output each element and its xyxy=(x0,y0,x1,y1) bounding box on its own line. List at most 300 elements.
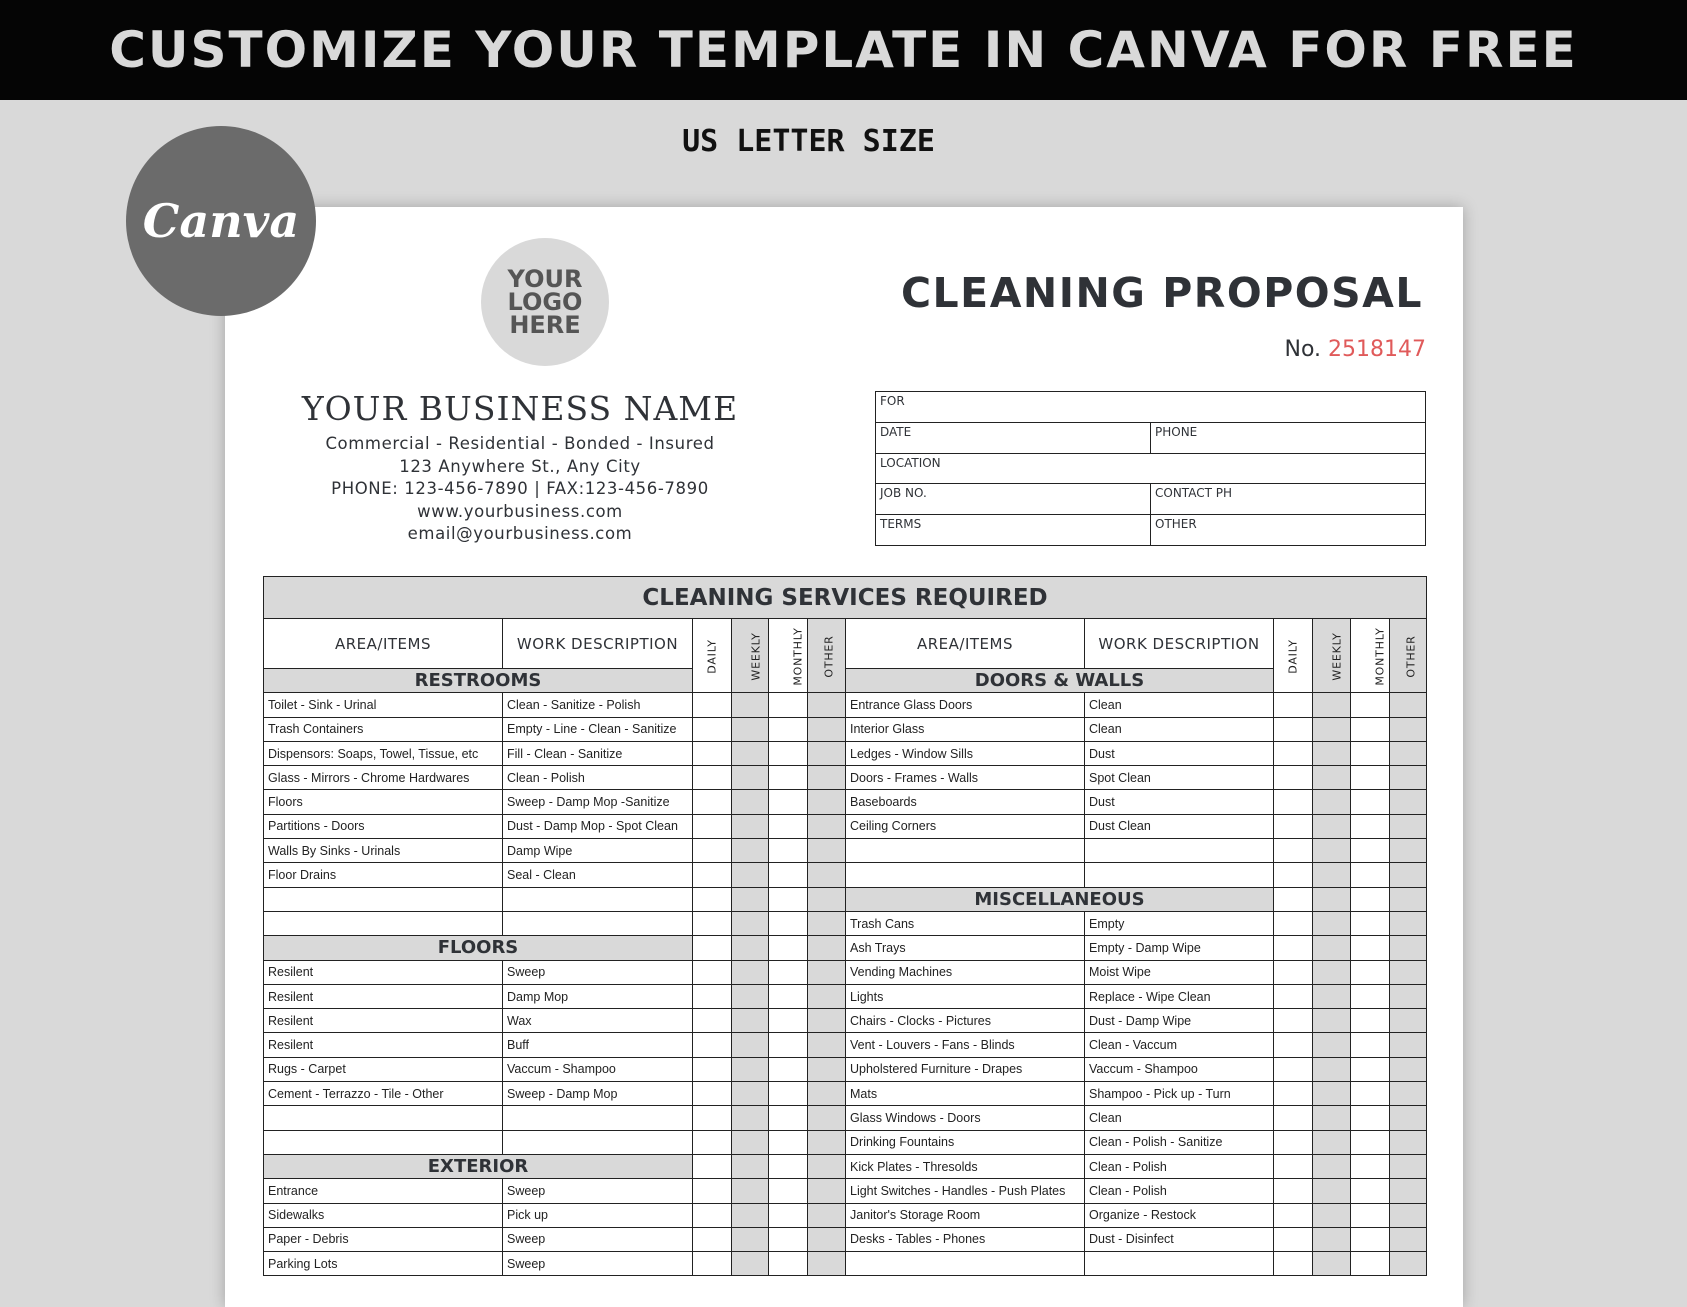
area-item-cell[interactable]: Floors xyxy=(264,790,503,814)
daily-checkbox-cell[interactable] xyxy=(1274,839,1313,863)
monthly-checkbox-cell[interactable] xyxy=(769,1179,808,1203)
area-item-cell[interactable]: Rugs - Carpet xyxy=(264,1057,503,1081)
work-description-cell[interactable]: Sweep xyxy=(503,1252,693,1276)
work-description-cell[interactable]: Fill - Clean - Sanitize xyxy=(503,741,693,765)
daily-checkbox-cell[interactable] xyxy=(693,1082,732,1106)
area-item-cell[interactable]: Entrance xyxy=(264,1179,503,1203)
other-checkbox-cell[interactable] xyxy=(808,1179,846,1203)
weekly-checkbox-cell[interactable] xyxy=(732,1154,769,1178)
work-description-cell[interactable]: Dust Clean xyxy=(1085,814,1274,838)
weekly-checkbox-cell[interactable] xyxy=(1313,1082,1351,1106)
weekly-checkbox-cell[interactable] xyxy=(732,1130,769,1154)
monthly-checkbox-cell[interactable] xyxy=(769,814,808,838)
area-item-cell[interactable]: Entrance Glass Doors xyxy=(846,693,1085,717)
other-checkbox-cell[interactable] xyxy=(1390,960,1427,984)
area-item-cell[interactable]: Mats xyxy=(846,1082,1085,1106)
daily-checkbox-cell[interactable] xyxy=(1274,1227,1313,1251)
work-description-cell[interactable]: Vaccum - Shampoo xyxy=(503,1057,693,1081)
daily-checkbox-cell[interactable] xyxy=(1274,1179,1313,1203)
weekly-checkbox-cell[interactable] xyxy=(732,960,769,984)
work-description-cell[interactable]: Replace - Wipe Clean xyxy=(1085,984,1274,1008)
header-area-right: AREA/ITEMS xyxy=(846,619,1085,669)
area-item-cell[interactable] xyxy=(264,887,503,911)
daily-checkbox-cell[interactable] xyxy=(693,1252,732,1276)
other-checkbox-cell[interactable] xyxy=(1390,1252,1427,1276)
daily-checkbox-cell[interactable] xyxy=(693,839,732,863)
work-description-cell[interactable]: Clean - Polish xyxy=(1085,1179,1274,1203)
weekly-checkbox-cell[interactable] xyxy=(732,1227,769,1251)
weekly-checkbox-cell[interactable] xyxy=(732,863,769,887)
work-description-cell[interactable]: Empty - Damp Wipe xyxy=(1085,936,1274,960)
daily-checkbox-cell[interactable] xyxy=(1274,1154,1313,1178)
other-checkbox-cell[interactable] xyxy=(1390,1179,1427,1203)
area-item-cell[interactable]: Vending Machines xyxy=(846,960,1085,984)
other-checkbox-cell[interactable] xyxy=(808,1130,846,1154)
work-description-cell[interactable]: Sweep xyxy=(503,960,693,984)
monthly-checkbox-cell[interactable] xyxy=(769,741,808,765)
daily-checkbox-cell[interactable] xyxy=(693,741,732,765)
daily-checkbox-cell[interactable] xyxy=(1274,960,1313,984)
monthly-checkbox-cell[interactable] xyxy=(769,1203,808,1227)
area-item-cell[interactable]: Paper - Debris xyxy=(264,1227,503,1251)
area-item-cell[interactable]: Doors - Frames - Walls xyxy=(846,766,1085,790)
daily-checkbox-cell[interactable] xyxy=(1274,936,1313,960)
other-field[interactable]: OTHER xyxy=(1151,515,1426,546)
monthly-checkbox-cell[interactable] xyxy=(1351,911,1390,935)
monthly-checkbox-cell[interactable] xyxy=(1351,887,1390,911)
weekly-checkbox-cell[interactable] xyxy=(732,911,769,935)
area-item-cell[interactable]: Janitor's Storage Room xyxy=(846,1203,1085,1227)
work-description-cell[interactable]: Sweep xyxy=(503,1227,693,1251)
daily-checkbox-cell[interactable] xyxy=(693,790,732,814)
daily-checkbox-cell[interactable] xyxy=(1274,717,1313,741)
monthly-checkbox-cell[interactable] xyxy=(1351,814,1390,838)
daily-checkbox-cell[interactable] xyxy=(693,1179,732,1203)
work-description-cell[interactable]: Damp Mop xyxy=(503,984,693,1008)
weekly-checkbox-cell[interactable] xyxy=(1313,741,1351,765)
daily-checkbox-cell[interactable] xyxy=(693,1009,732,1033)
table-row xyxy=(264,693,1427,717)
other-checkbox-cell[interactable] xyxy=(808,790,846,814)
work-description-cell[interactable]: Sweep xyxy=(503,1179,693,1203)
monthly-checkbox-cell[interactable] xyxy=(769,1057,808,1081)
weekly-checkbox-cell[interactable] xyxy=(732,1057,769,1081)
weekly-checkbox-cell[interactable] xyxy=(732,741,769,765)
weekly-checkbox-cell[interactable] xyxy=(732,790,769,814)
work-description-cell[interactable]: Clean xyxy=(1085,717,1274,741)
area-item-cell[interactable]: Resilent xyxy=(264,984,503,1008)
monthly-checkbox-cell[interactable] xyxy=(769,1106,808,1130)
work-description-cell[interactable]: Clean - Vaccum xyxy=(1085,1033,1274,1057)
weekly-checkbox-cell[interactable] xyxy=(732,1009,769,1033)
daily-checkbox-cell[interactable] xyxy=(1274,1082,1313,1106)
other-checkbox-cell[interactable] xyxy=(1390,1130,1427,1154)
daily-checkbox-cell[interactable] xyxy=(1274,790,1313,814)
area-item-cell[interactable]: Walls By Sinks - Urinals xyxy=(264,839,503,863)
other-checkbox-cell[interactable] xyxy=(808,1203,846,1227)
monthly-checkbox-cell[interactable] xyxy=(1351,1130,1390,1154)
other-checkbox-cell[interactable] xyxy=(1390,911,1427,935)
monthly-checkbox-cell[interactable] xyxy=(769,863,808,887)
work-description-cell[interactable]: Clean - Polish xyxy=(1085,1154,1274,1178)
daily-checkbox-cell[interactable] xyxy=(693,936,732,960)
daily-checkbox-cell[interactable] xyxy=(693,1106,732,1130)
weekly-checkbox-cell[interactable] xyxy=(1313,960,1351,984)
banner-text: CUSTOMIZE YOUR TEMPLATE IN CANVA FOR FREE xyxy=(109,21,1578,79)
weekly-checkbox-cell[interactable] xyxy=(732,717,769,741)
area-item-cell[interactable]: Lights xyxy=(846,984,1085,1008)
weekly-checkbox-cell[interactable] xyxy=(1313,790,1351,814)
weekly-checkbox-cell[interactable] xyxy=(732,1082,769,1106)
for-field[interactable]: FOR xyxy=(876,392,1426,423)
monthly-checkbox-cell[interactable] xyxy=(769,887,808,911)
weekly-checkbox-cell[interactable] xyxy=(1313,766,1351,790)
area-item-cell[interactable]: Trash Containers xyxy=(264,717,503,741)
monthly-checkbox-cell[interactable] xyxy=(769,911,808,935)
area-item-cell[interactable]: Interior Glass xyxy=(846,717,1085,741)
other-checkbox-cell[interactable] xyxy=(1390,717,1427,741)
monthly-checkbox-cell[interactable] xyxy=(769,693,808,717)
monthly-checkbox-cell[interactable] xyxy=(769,790,808,814)
weekly-checkbox-cell[interactable] xyxy=(732,814,769,838)
weekly-checkbox-cell[interactable] xyxy=(1313,717,1351,741)
weekly-checkbox-cell[interactable] xyxy=(1313,1179,1351,1203)
other-checkbox-cell[interactable] xyxy=(1390,936,1427,960)
monthly-checkbox-cell[interactable] xyxy=(769,766,808,790)
daily-checkbox-cell[interactable] xyxy=(1274,1252,1313,1276)
daily-checkbox-cell[interactable] xyxy=(1274,741,1313,765)
business-phone: PHONE: 123-456-7890 | FAX:123-456-7890 xyxy=(331,479,709,499)
other-checkbox-cell[interactable] xyxy=(1390,887,1427,911)
work-description-cell[interactable]: Clean - Sanitize - Polish xyxy=(503,693,693,717)
daily-checkbox-cell[interactable] xyxy=(1274,1203,1313,1227)
work-description-cell[interactable]: Empty xyxy=(1085,911,1274,935)
area-item-cell[interactable]: Vent - Louvers - Fans - Blinds xyxy=(846,1033,1085,1057)
monthly-checkbox-cell[interactable] xyxy=(1351,936,1390,960)
weekly-checkbox-cell[interactable] xyxy=(732,1179,769,1203)
daily-checkbox-cell[interactable] xyxy=(693,693,732,717)
daily-checkbox-cell[interactable] xyxy=(693,1057,732,1081)
weekly-checkbox-cell[interactable] xyxy=(1313,1009,1351,1033)
other-checkbox-cell[interactable] xyxy=(808,766,846,790)
daily-checkbox-cell[interactable] xyxy=(693,960,732,984)
other-checkbox-cell[interactable] xyxy=(808,863,846,887)
weekly-checkbox-cell[interactable] xyxy=(1313,1130,1351,1154)
weekly-checkbox-cell[interactable] xyxy=(732,1106,769,1130)
phone-field[interactable]: PHONE xyxy=(1151,422,1426,453)
other-checkbox-cell[interactable] xyxy=(1390,1082,1427,1106)
daily-checkbox-cell[interactable] xyxy=(1274,911,1313,935)
weekly-checkbox-cell[interactable] xyxy=(732,766,769,790)
weekly-checkbox-cell[interactable] xyxy=(1313,1106,1351,1130)
area-item-cell[interactable]: Cement - Terrazzo - Tile - Other xyxy=(264,1082,503,1106)
daily-checkbox-cell[interactable] xyxy=(693,984,732,1008)
job-no-field[interactable]: JOB NO. xyxy=(876,484,1151,515)
weekly-checkbox-cell[interactable] xyxy=(732,839,769,863)
other-checkbox-cell[interactable] xyxy=(808,1082,846,1106)
other-checkbox-cell[interactable] xyxy=(808,1154,846,1178)
other-checkbox-cell[interactable] xyxy=(1390,1009,1427,1033)
weekly-checkbox-cell[interactable] xyxy=(1313,814,1351,838)
work-description-cell[interactable]: Spot Clean xyxy=(1085,766,1274,790)
work-description-cell[interactable]: Seal - Clean xyxy=(503,863,693,887)
area-item-cell[interactable]: Dispensors: Soaps, Towel, Tissue, etc xyxy=(264,741,503,765)
location-field[interactable]: LOCATION xyxy=(876,453,1426,484)
area-item-cell[interactable]: Trash Cans xyxy=(846,911,1085,935)
work-description-cell[interactable]: Dust - Damp Wipe xyxy=(1085,1009,1274,1033)
work-description-cell[interactable]: Dust xyxy=(1085,790,1274,814)
monthly-checkbox-cell[interactable] xyxy=(769,1009,808,1033)
weekly-checkbox-cell[interactable] xyxy=(1313,936,1351,960)
weekly-checkbox-cell[interactable] xyxy=(732,1203,769,1227)
area-item-cell[interactable]: Upholstered Furniture - Drapes xyxy=(846,1057,1085,1081)
weekly-checkbox-cell[interactable] xyxy=(1313,693,1351,717)
other-checkbox-cell[interactable] xyxy=(808,936,846,960)
weekly-checkbox-cell[interactable] xyxy=(732,693,769,717)
area-item-cell[interactable]: Toilet - Sink - Urinal xyxy=(264,693,503,717)
area-item-cell[interactable]: Resilent xyxy=(264,960,503,984)
area-item-cell[interactable] xyxy=(264,911,503,935)
monthly-checkbox-cell[interactable] xyxy=(1351,1057,1390,1081)
monthly-checkbox-cell[interactable] xyxy=(1351,717,1390,741)
other-checkbox-cell[interactable] xyxy=(808,814,846,838)
work-description-cell[interactable]: Vaccum - Shampoo xyxy=(1085,1057,1274,1081)
work-description-cell[interactable]: Sweep - Damp Mop xyxy=(503,1082,693,1106)
other-checkbox-cell[interactable] xyxy=(1390,741,1427,765)
area-item-cell[interactable] xyxy=(264,1130,503,1154)
work-description-cell[interactable]: Dust - Damp Mop - Spot Clean xyxy=(503,814,693,838)
work-description-cell[interactable] xyxy=(1085,839,1274,863)
daily-checkbox-cell[interactable] xyxy=(1274,766,1313,790)
daily-checkbox-cell[interactable] xyxy=(1274,1057,1313,1081)
daily-checkbox-cell[interactable] xyxy=(1274,693,1313,717)
weekly-checkbox-cell[interactable] xyxy=(1313,863,1351,887)
monthly-checkbox-cell[interactable] xyxy=(1351,1252,1390,1276)
weekly-checkbox-cell[interactable] xyxy=(1313,1057,1351,1081)
monthly-checkbox-cell[interactable] xyxy=(769,960,808,984)
terms-field[interactable]: TERMS xyxy=(876,515,1151,546)
weekly-checkbox-cell[interactable] xyxy=(732,887,769,911)
other-checkbox-cell[interactable] xyxy=(808,741,846,765)
section-header: RESTROOMS xyxy=(264,669,693,693)
other-checkbox-cell[interactable] xyxy=(808,1033,846,1057)
area-item-cell[interactable] xyxy=(846,839,1085,863)
table-row xyxy=(264,814,1427,838)
other-checkbox-cell[interactable] xyxy=(1390,839,1427,863)
work-description-cell[interactable]: Sweep - Damp Mop -Sanitize xyxy=(503,790,693,814)
weekly-checkbox-cell[interactable] xyxy=(1313,911,1351,935)
weekly-checkbox-cell[interactable] xyxy=(732,984,769,1008)
work-description-cell[interactable]: Empty - Line - Clean - Sanitize xyxy=(503,717,693,741)
area-item-cell[interactable] xyxy=(846,863,1085,887)
work-description-cell[interactable]: Pick up xyxy=(503,1203,693,1227)
daily-checkbox-cell[interactable] xyxy=(1274,887,1313,911)
monthly-checkbox-cell[interactable] xyxy=(769,984,808,1008)
document-title: CLEANING PROPOSAL xyxy=(900,269,1423,317)
daily-checkbox-cell[interactable] xyxy=(693,766,732,790)
area-item-cell[interactable]: Resilent xyxy=(264,1009,503,1033)
other-checkbox-cell[interactable] xyxy=(808,1227,846,1251)
other-checkbox-cell[interactable] xyxy=(808,887,846,911)
weekly-checkbox-cell[interactable] xyxy=(1313,1203,1351,1227)
other-checkbox-cell[interactable] xyxy=(1390,1057,1427,1081)
area-item-cell[interactable] xyxy=(846,1252,1085,1276)
daily-checkbox-cell[interactable] xyxy=(1274,814,1313,838)
other-checkbox-cell[interactable] xyxy=(808,1009,846,1033)
other-checkbox-cell[interactable] xyxy=(1390,766,1427,790)
other-checkbox-cell[interactable] xyxy=(1390,863,1427,887)
monthly-checkbox-cell[interactable] xyxy=(1351,1179,1390,1203)
other-checkbox-cell[interactable] xyxy=(808,693,846,717)
monthly-checkbox-cell[interactable] xyxy=(1351,693,1390,717)
weekly-checkbox-cell[interactable] xyxy=(732,936,769,960)
area-item-cell[interactable]: Ledges - Window Sills xyxy=(846,741,1085,765)
area-item-cell[interactable]: Ceiling Corners xyxy=(846,814,1085,838)
area-item-cell[interactable]: Glass - Mirrors - Chrome Hardwares xyxy=(264,766,503,790)
work-description-cell[interactable]: Buff xyxy=(503,1033,693,1057)
daily-checkbox-cell[interactable] xyxy=(693,1130,732,1154)
area-item-cell[interactable]: Desks - Tables - Phones xyxy=(846,1227,1085,1251)
weekly-checkbox-cell[interactable] xyxy=(1313,1033,1351,1057)
daily-checkbox-cell[interactable] xyxy=(693,911,732,935)
weekly-checkbox-cell[interactable] xyxy=(1313,839,1351,863)
work-description-cell[interactable]: Damp Wipe xyxy=(503,839,693,863)
monthly-checkbox-cell[interactable] xyxy=(1351,1082,1390,1106)
monthly-checkbox-cell[interactable] xyxy=(1351,1154,1390,1178)
weekly-checkbox-cell[interactable] xyxy=(732,1252,769,1276)
other-checkbox-cell[interactable] xyxy=(1390,984,1427,1008)
other-checkbox-cell[interactable] xyxy=(808,960,846,984)
work-description-cell[interactable] xyxy=(503,911,693,935)
monthly-checkbox-cell[interactable] xyxy=(769,1252,808,1276)
monthly-checkbox-cell[interactable] xyxy=(1351,1033,1390,1057)
weekly-checkbox-cell[interactable] xyxy=(732,1033,769,1057)
other-checkbox-cell[interactable] xyxy=(808,839,846,863)
monthly-checkbox-cell[interactable] xyxy=(1351,1203,1390,1227)
area-item-cell[interactable]: Chairs - Clocks - Pictures xyxy=(846,1009,1085,1033)
daily-checkbox-cell[interactable] xyxy=(1274,984,1313,1008)
weekly-checkbox-cell[interactable] xyxy=(1313,887,1351,911)
monthly-checkbox-cell[interactable] xyxy=(1351,960,1390,984)
daily-checkbox-cell[interactable] xyxy=(693,863,732,887)
monthly-checkbox-cell[interactable] xyxy=(769,717,808,741)
monthly-checkbox-cell[interactable] xyxy=(1351,766,1390,790)
daily-checkbox-cell[interactable] xyxy=(693,814,732,838)
other-checkbox-cell[interactable] xyxy=(1390,1106,1427,1130)
contact-ph-field[interactable]: CONTACT PH xyxy=(1151,484,1426,515)
daily-checkbox-cell[interactable] xyxy=(693,1033,732,1057)
monthly-checkbox-cell[interactable] xyxy=(769,1227,808,1251)
monthly-checkbox-cell[interactable] xyxy=(1351,741,1390,765)
weekly-checkbox-cell[interactable] xyxy=(1313,1154,1351,1178)
work-description-cell[interactable] xyxy=(1085,863,1274,887)
work-description-cell[interactable]: Organize - Restock xyxy=(1085,1203,1274,1227)
header-monthly-label: MONTHLY xyxy=(1373,626,1387,686)
daily-checkbox-cell[interactable] xyxy=(1274,1009,1313,1033)
other-checkbox-cell[interactable] xyxy=(808,1252,846,1276)
daily-checkbox-cell[interactable] xyxy=(1274,863,1313,887)
work-description-cell[interactable] xyxy=(503,1106,693,1130)
other-checkbox-cell[interactable] xyxy=(1390,1033,1427,1057)
area-item-cell[interactable]: Light Switches - Handles - Push Plates xyxy=(846,1179,1085,1203)
work-description-cell[interactable] xyxy=(503,887,693,911)
monthly-checkbox-cell[interactable] xyxy=(1351,839,1390,863)
work-description-cell[interactable]: Dust - Disinfect xyxy=(1085,1227,1274,1251)
area-item-cell[interactable]: Glass Windows - Doors xyxy=(846,1106,1085,1130)
daily-checkbox-cell[interactable] xyxy=(693,717,732,741)
area-item-cell[interactable]: Resilent xyxy=(264,1033,503,1057)
work-description-cell[interactable] xyxy=(503,1130,693,1154)
other-checkbox-cell[interactable] xyxy=(808,1106,846,1130)
other-checkbox-cell[interactable] xyxy=(1390,1154,1427,1178)
area-item-cell[interactable]: Sidewalks xyxy=(264,1203,503,1227)
monthly-checkbox-cell[interactable] xyxy=(769,839,808,863)
area-item-cell[interactable]: Baseboards xyxy=(846,790,1085,814)
monthly-checkbox-cell[interactable] xyxy=(769,1154,808,1178)
monthly-checkbox-cell[interactable] xyxy=(1351,984,1390,1008)
monthly-checkbox-cell[interactable] xyxy=(769,936,808,960)
work-description-cell[interactable]: Clean - Polish xyxy=(503,766,693,790)
daily-checkbox-cell[interactable] xyxy=(693,887,732,911)
other-checkbox-cell[interactable] xyxy=(1390,790,1427,814)
area-item-cell[interactable]: Kick Plates - Thresolds xyxy=(846,1154,1085,1178)
table-row xyxy=(264,1252,1427,1276)
work-description-cell[interactable] xyxy=(1085,1252,1274,1276)
other-checkbox-cell[interactable] xyxy=(808,984,846,1008)
monthly-checkbox-cell[interactable] xyxy=(1351,1227,1390,1251)
monthly-checkbox-cell[interactable] xyxy=(1351,790,1390,814)
work-description-cell[interactable]: Clean - Polish - Sanitize xyxy=(1085,1130,1274,1154)
work-description-cell[interactable]: Clean xyxy=(1085,1106,1274,1130)
monthly-checkbox-cell[interactable] xyxy=(1351,863,1390,887)
daily-checkbox-cell[interactable] xyxy=(1274,1106,1313,1130)
area-item-cell[interactable]: Drinking Fountains xyxy=(846,1130,1085,1154)
work-description-cell[interactable]: Dust xyxy=(1085,741,1274,765)
work-description-cell[interactable]: Moist Wipe xyxy=(1085,960,1274,984)
other-checkbox-cell[interactable] xyxy=(1390,693,1427,717)
daily-checkbox-cell[interactable] xyxy=(1274,1130,1313,1154)
monthly-checkbox-cell[interactable] xyxy=(769,1130,808,1154)
monthly-checkbox-cell[interactable] xyxy=(1351,1009,1390,1033)
daily-checkbox-cell[interactable] xyxy=(693,1154,732,1178)
daily-checkbox-cell[interactable] xyxy=(693,1203,732,1227)
other-checkbox-cell[interactable] xyxy=(1390,814,1427,838)
daily-checkbox-cell[interactable] xyxy=(1274,1033,1313,1057)
other-checkbox-cell[interactable] xyxy=(808,717,846,741)
table-row xyxy=(264,1106,1427,1130)
weekly-checkbox-cell[interactable] xyxy=(1313,984,1351,1008)
other-checkbox-cell[interactable] xyxy=(808,1057,846,1081)
work-description-cell[interactable]: Wax xyxy=(503,1009,693,1033)
monthly-checkbox-cell[interactable] xyxy=(1351,1106,1390,1130)
daily-checkbox-cell[interactable] xyxy=(693,1227,732,1251)
work-description-cell[interactable]: Shampoo - Pick up - Turn xyxy=(1085,1082,1274,1106)
area-item-cell[interactable]: Floor Drains xyxy=(264,863,503,887)
area-item-cell[interactable]: Parking Lots xyxy=(264,1252,503,1276)
other-checkbox-cell[interactable] xyxy=(808,911,846,935)
monthly-checkbox-cell[interactable] xyxy=(769,1082,808,1106)
area-item-cell[interactable] xyxy=(264,1106,503,1130)
weekly-checkbox-cell[interactable] xyxy=(1313,1252,1351,1276)
weekly-checkbox-cell[interactable] xyxy=(1313,1227,1351,1251)
monthly-checkbox-cell[interactable] xyxy=(769,1033,808,1057)
other-checkbox-cell[interactable] xyxy=(1390,1203,1427,1227)
work-description-cell[interactable]: Clean xyxy=(1085,693,1274,717)
other-checkbox-cell[interactable] xyxy=(1390,1227,1427,1251)
date-field[interactable]: DATE xyxy=(876,422,1151,453)
area-item-cell[interactable]: Ash Trays xyxy=(846,936,1085,960)
area-item-cell[interactable]: Partitions - Doors xyxy=(264,814,503,838)
